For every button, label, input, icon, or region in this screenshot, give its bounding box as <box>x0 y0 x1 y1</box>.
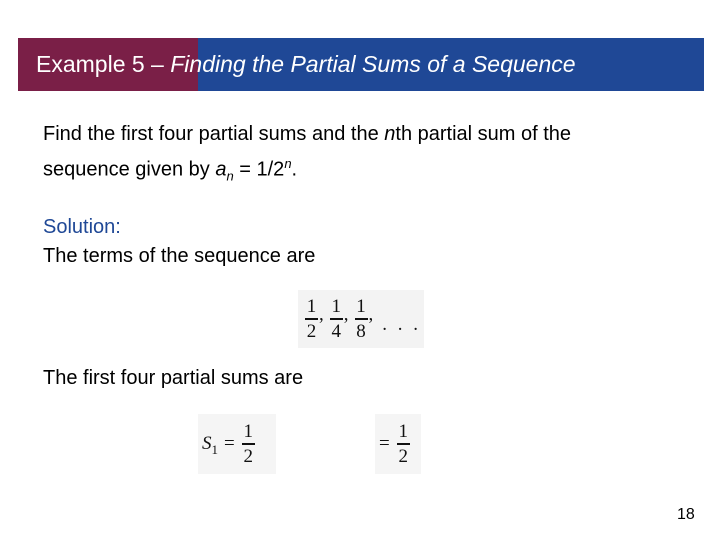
sum-subscript: 1 <box>211 442 218 457</box>
problem-text: Find the first four partial sums and the <box>43 123 385 145</box>
solution-label: Solution: <box>43 216 121 238</box>
numerator: 1 <box>331 296 341 318</box>
title-main: Finding the Partial Sums of a Sequence <box>170 51 576 77</box>
problem-exp-n: n <box>284 156 292 171</box>
problem-formula: = 1/2 <box>233 158 285 181</box>
denominator: 8 <box>356 320 366 342</box>
partial-sums-intro: The first four partial sums are <box>43 367 304 389</box>
numerator: 1 <box>243 421 253 443</box>
problem-sub-n: n <box>226 168 234 184</box>
fraction-s1 <box>242 421 255 466</box>
fraction-term-1 <box>305 296 318 341</box>
equals-sign: = <box>224 433 235 454</box>
numerator: 1 <box>306 296 317 318</box>
denominator: 2 <box>306 320 317 342</box>
fraction-bar <box>242 443 255 444</box>
fraction-bar <box>355 318 368 319</box>
fraction-term-3 <box>355 296 368 341</box>
fraction-bar <box>305 318 318 319</box>
sequence-terms <box>298 290 424 348</box>
sum-symbol: S <box>202 433 212 454</box>
problem-var-a: a <box>215 158 227 181</box>
comma: , <box>343 304 349 325</box>
problem-period: . <box>291 158 298 181</box>
numerator: 1 <box>356 296 366 318</box>
comma: , <box>368 304 374 325</box>
equals-sign: = <box>379 433 390 454</box>
problem-text-2: sequence given by <box>43 158 216 181</box>
fraction-term-2 <box>330 296 343 341</box>
title-prefix: Example 5 – <box>36 51 171 77</box>
fraction-bar <box>330 318 343 319</box>
problem-text-cont: th partial sum of the <box>395 123 572 145</box>
denominator: 4 <box>331 320 341 342</box>
ellipsis: . . . <box>382 314 421 335</box>
denominator: 2 <box>243 445 253 467</box>
problem-n: n <box>384 123 396 145</box>
fraction-result <box>397 421 410 466</box>
problem-line-2 <box>43 149 297 192</box>
partial-sum-s1 <box>198 414 276 474</box>
fraction-bar <box>397 443 410 444</box>
comma: , <box>319 304 324 325</box>
slide-title <box>36 50 576 78</box>
page-number: 18 <box>677 506 695 523</box>
problem-line-1 <box>43 119 571 149</box>
numerator: 1 <box>398 421 408 443</box>
denominator: 2 <box>398 445 408 467</box>
partial-sum-s1-result <box>375 414 421 474</box>
terms-intro: The terms of the sequence are <box>43 245 316 267</box>
